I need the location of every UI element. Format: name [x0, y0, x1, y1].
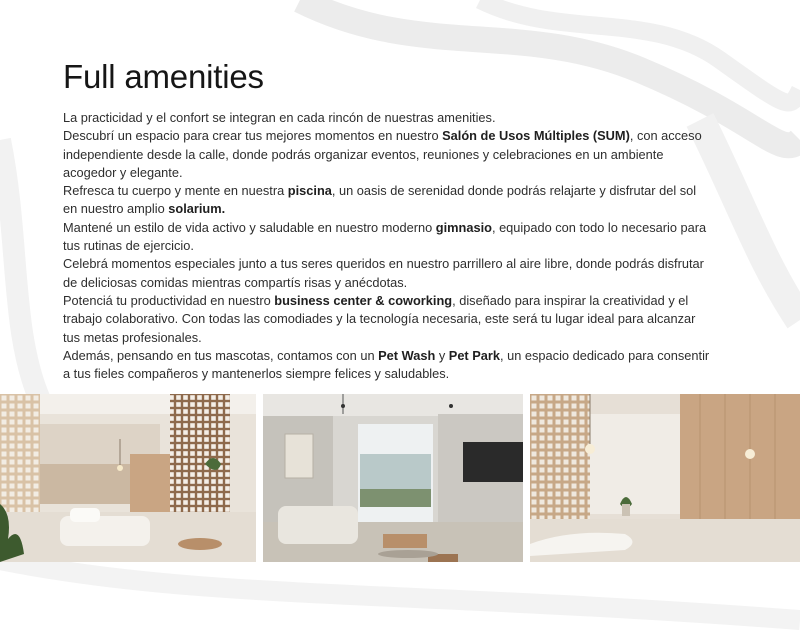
pet-spa-photo [530, 394, 800, 562]
sum-text-1: Descubrí un espacio para crear tus mejores momentos en nuestro [63, 128, 443, 144]
pets-text-3: , un espacio dedicado para consentir a tus fieles compañeros y mantenerlos siempre felices y saludables. [63, 347, 710, 382]
sum-bold: Salón de Usos Múltiples (SUM) [442, 128, 630, 144]
pool-bold: piscina [287, 183, 332, 199]
coworking-text-2: , diseñado para inspirar la creatividad y el trabajo colaborativo. Con todas las comodiades y la tecnología necesaria, este será tu lugar ideal para alcanzar tus metas profesionales. [63, 292, 696, 345]
page-title: Full amenities [63, 58, 264, 95]
pool-text-1: Refresca tu cuerpo y mente en nuestra [63, 183, 288, 199]
sum-lounge-photo [0, 394, 256, 562]
pool-paragraph [63, 182, 713, 219]
gym-bold: gimnasio [435, 219, 492, 235]
business-center-photo [263, 394, 523, 562]
pets-text-2: y [435, 347, 449, 363]
coworking-bold: business center & coworking [274, 292, 453, 308]
intro-paragraph: La practicidad y el confort se integran en cada rincón de nuestras amenities. [63, 110, 496, 125]
gym-text-1: Mantené un estilo de vida activo y saludable en nuestro moderno [63, 219, 436, 235]
pets-text-1: Además, pensando en tus mascotas, contamos con un [63, 347, 379, 363]
sum-paragraph [63, 127, 713, 182]
pet-wash-bold: Pet Wash [378, 347, 436, 363]
grill-paragraph: Celebrá momentos especiales junto a tus seres queridos en nuestro parrillero al aire libre, donde podrás disfrutar de deliciosas comidas mientras compartís risas y anécdotas. [63, 256, 704, 290]
coworking-paragraph [63, 292, 713, 347]
sum-text-2: , con acceso independiente desde la calle, donde podrás organizar eventos, reuniones y celebraciones en un ambiente acogedor y elegante. [63, 128, 702, 180]
pool-text-2: , un oasis de serenidad donde podrás relajarte y disfrutar del sol en nuestro amplio [63, 183, 697, 217]
amenities-description [63, 109, 713, 383]
gym-text-2: , equipado con todo lo necesario para tus rutinas de ejercicio. [63, 219, 707, 254]
solarium-bold: solarium. [168, 201, 226, 217]
pets-paragraph [63, 347, 713, 384]
gym-paragraph [63, 219, 713, 256]
coworking-text-1: Potenciá tu productividad en nuestro [63, 292, 275, 308]
pet-park-bold: Pet Park [448, 347, 501, 363]
